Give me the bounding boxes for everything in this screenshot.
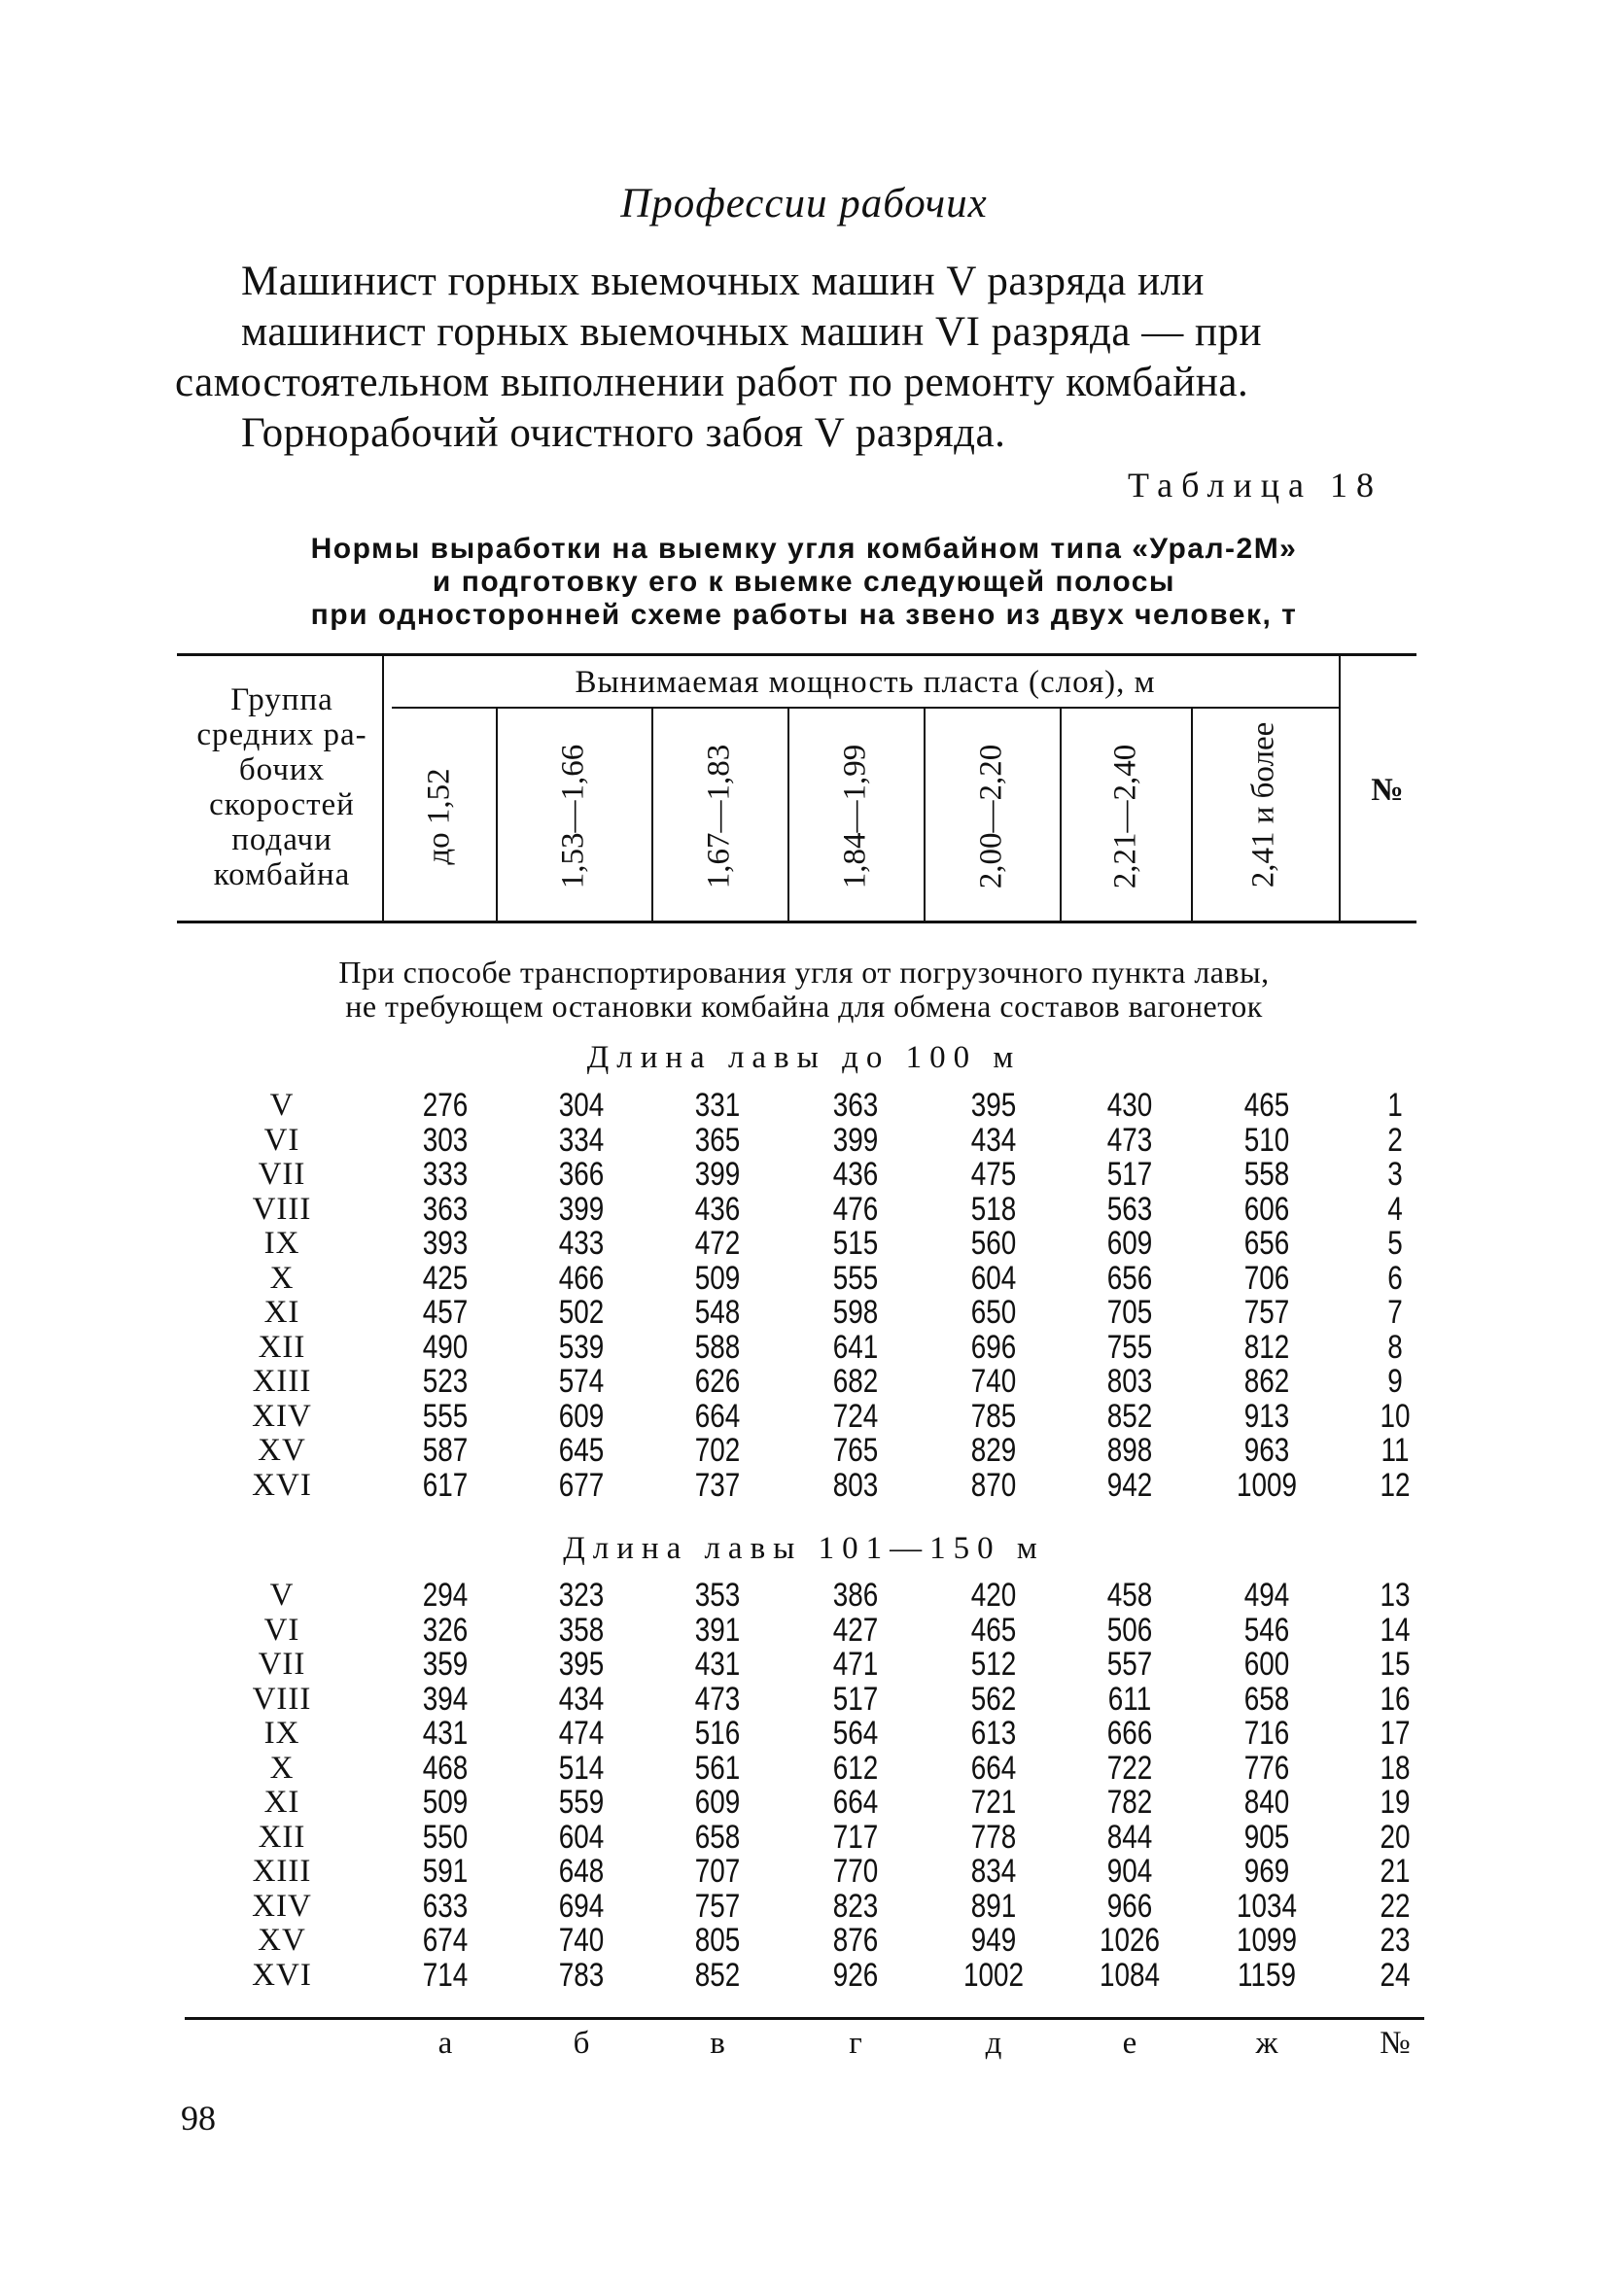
value-cell: 386 — [832, 1577, 879, 1614]
value-cell: 433 — [558, 1225, 605, 1262]
value-cell: 506 — [1106, 1611, 1153, 1649]
value-cell: 395 — [970, 1087, 1017, 1124]
value-cell: 705 — [1106, 1294, 1153, 1331]
value-cell: 648 — [558, 1853, 605, 1890]
value-cell: 926 — [832, 1956, 879, 1994]
profession-line-4: Горнорабочий очистного забоя V разряда. — [241, 410, 1006, 456]
value-cell: 609 — [694, 1784, 741, 1821]
value-cell: 465 — [1243, 1087, 1290, 1124]
value-cell: 740 — [558, 1922, 605, 1959]
row-number-cell: 17 — [1380, 1715, 1411, 1752]
value-cell: 717 — [832, 1818, 879, 1856]
value-cell: 613 — [970, 1715, 1017, 1752]
value-cell: 706 — [1243, 1259, 1290, 1297]
group-cell: X — [269, 1260, 295, 1296]
value-cell: 765 — [832, 1432, 879, 1469]
value-cell: 949 — [970, 1922, 1017, 1959]
value-cell: 740 — [970, 1363, 1017, 1400]
value-cell: 666 — [1106, 1715, 1153, 1752]
value-cell: 737 — [694, 1466, 741, 1504]
group-header-line: средних ра- — [196, 717, 367, 752]
value-cell: 650 — [970, 1294, 1017, 1331]
group-cell: V — [269, 1578, 295, 1613]
group-cell: XIII — [252, 1364, 312, 1399]
group-cell: X — [269, 1750, 295, 1786]
value-cell: 395 — [558, 1646, 605, 1683]
group-header-line: комбайна — [213, 857, 351, 892]
group-cell: XV — [258, 1923, 306, 1958]
value-cell: 898 — [1106, 1432, 1153, 1469]
value-cell: 465 — [970, 1611, 1017, 1649]
row-number-cell: 1 — [1387, 1087, 1403, 1124]
value-cell: 664 — [832, 1784, 879, 1821]
value-cell: 359 — [422, 1646, 469, 1683]
group-cell: XVI — [252, 1957, 312, 1993]
value-cell: 609 — [1106, 1225, 1153, 1262]
column-divider — [1191, 709, 1193, 921]
value-cell: 394 — [422, 1680, 469, 1718]
note-line-2: не требующем остановки комбайна для обмена составов вагонеток — [345, 989, 1263, 1024]
value-cell: 702 — [694, 1432, 741, 1469]
row-number-cell: 4 — [1387, 1190, 1403, 1228]
value-cell: 436 — [832, 1156, 879, 1193]
value-cell: 677 — [558, 1466, 605, 1504]
value-cell: 963 — [1243, 1432, 1290, 1469]
group-header — [185, 682, 379, 892]
group-cell: XIV — [252, 1888, 312, 1924]
value-cell: 331 — [694, 1087, 741, 1124]
value-cell: 604 — [558, 1818, 605, 1856]
value-cell: 612 — [832, 1749, 879, 1787]
value-cell: 494 — [1243, 1577, 1290, 1614]
value-cell: 604 — [970, 1259, 1017, 1297]
thickness-title-rule — [392, 707, 1339, 709]
group-cell: VI — [263, 1612, 300, 1648]
value-cell: 546 — [1243, 1611, 1290, 1649]
value-cell: 641 — [832, 1328, 879, 1366]
group-cell: XI — [263, 1785, 300, 1820]
value-cell: 588 — [694, 1328, 741, 1366]
value-cell: 561 — [694, 1749, 741, 1787]
group-cell: IX — [263, 1226, 300, 1261]
row-number-cell: 2 — [1387, 1121, 1403, 1159]
value-cell: 562 — [970, 1680, 1017, 1718]
table-title-line-1: Нормы выработки на выемку угля комбайном типа «Урал-2М» — [310, 533, 1298, 565]
value-cell: 852 — [694, 1956, 741, 1994]
row-number-cell: 3 — [1387, 1156, 1403, 1193]
value-cell: 550 — [422, 1818, 469, 1856]
value-cell: 696 — [970, 1328, 1017, 1366]
group-cell: VIII — [252, 1681, 312, 1717]
value-cell: 558 — [1243, 1156, 1290, 1193]
value-cell: 434 — [558, 1680, 605, 1718]
value-cell: 294 — [422, 1577, 469, 1614]
value-cell: 393 — [422, 1225, 469, 1262]
value-cell: 574 — [558, 1363, 605, 1400]
value-cell: 1099 — [1236, 1922, 1298, 1959]
value-cell: 514 — [558, 1749, 605, 1787]
value-cell: 518 — [970, 1190, 1017, 1228]
value-cell: 510 — [1243, 1121, 1290, 1159]
value-cell: 834 — [970, 1853, 1017, 1890]
value-cell: 755 — [1106, 1328, 1153, 1366]
value-cell: 399 — [832, 1121, 879, 1159]
column-divider — [924, 709, 926, 921]
value-cell: 517 — [832, 1680, 879, 1718]
group-cell: IX — [263, 1716, 300, 1751]
column-letter: в — [710, 2026, 725, 2061]
value-cell: 323 — [558, 1577, 605, 1614]
value-cell: 611 — [1107, 1680, 1152, 1718]
row-number-cell: 14 — [1380, 1611, 1411, 1649]
value-cell: 609 — [558, 1397, 605, 1435]
row-number-cell: 18 — [1380, 1749, 1411, 1787]
value-cell: 658 — [1243, 1680, 1290, 1718]
column-letter: е — [1122, 2026, 1137, 2061]
value-cell: 431 — [694, 1646, 741, 1683]
value-cell: 904 — [1106, 1853, 1153, 1890]
group-cell: XV — [258, 1433, 306, 1468]
group-cell: XI — [263, 1295, 300, 1330]
page-number: 98 — [181, 2099, 216, 2138]
value-cell: 658 — [694, 1818, 741, 1856]
row-number-cell: 11 — [1381, 1432, 1410, 1469]
value-cell: 475 — [970, 1156, 1017, 1193]
column-letter-num: № — [1380, 2026, 1411, 2061]
value-cell: 431 — [422, 1715, 469, 1752]
group-cell: XII — [258, 1819, 306, 1855]
row-number-cell: 7 — [1387, 1294, 1403, 1331]
value-cell: 474 — [558, 1715, 605, 1752]
value-cell: 353 — [694, 1577, 741, 1614]
value-cell: 427 — [832, 1611, 879, 1649]
table-label: Таблица 18 — [1128, 466, 1382, 504]
value-cell: 870 — [970, 1466, 1017, 1504]
row-number-cell: 9 — [1387, 1363, 1403, 1400]
value-cell: 559 — [558, 1784, 605, 1821]
row-number-cell: 23 — [1380, 1922, 1411, 1959]
value-cell: 557 — [1106, 1646, 1153, 1683]
value-cell: 399 — [558, 1190, 605, 1228]
column-header: 1,67—1,83 — [701, 744, 737, 889]
value-cell: 840 — [1243, 1784, 1290, 1821]
value-cell: 363 — [832, 1087, 879, 1124]
section2-subtitle: Длина лавы 101—150 м — [563, 1531, 1045, 1566]
value-cell: 785 — [970, 1397, 1017, 1435]
value-cell: 664 — [694, 1397, 741, 1435]
group-cell: VI — [263, 1122, 300, 1158]
value-cell: 823 — [832, 1887, 879, 1925]
group-cell: VII — [258, 1647, 306, 1682]
table-title-line-3: при односторонней схеме работы на звено из двух человек, т — [310, 599, 1298, 631]
value-cell: 365 — [694, 1121, 741, 1159]
value-cell: 466 — [558, 1259, 605, 1297]
group-header-line: Группа — [230, 682, 333, 717]
value-cell: 770 — [832, 1853, 879, 1890]
group-cell: VII — [258, 1157, 306, 1192]
group-header-line: бочих — [238, 752, 326, 787]
value-cell: 617 — [422, 1466, 469, 1504]
group-header-line: скоростей — [209, 787, 355, 822]
value-cell: 509 — [422, 1784, 469, 1821]
value-cell: 966 — [1106, 1887, 1153, 1925]
value-cell: 304 — [558, 1087, 605, 1124]
value-cell: 645 — [558, 1432, 605, 1469]
value-cell: 633 — [422, 1887, 469, 1925]
value-cell: 876 — [832, 1922, 879, 1959]
section-title: Профессии рабочих — [620, 181, 988, 226]
value-cell: 1034 — [1236, 1887, 1298, 1925]
value-cell: 490 — [422, 1328, 469, 1366]
value-cell: 399 — [694, 1156, 741, 1193]
value-cell: 591 — [422, 1853, 469, 1890]
value-cell: 457 — [422, 1294, 469, 1331]
value-cell: 891 — [970, 1887, 1017, 1925]
value-cell: 707 — [694, 1853, 741, 1890]
value-cell: 656 — [1243, 1225, 1290, 1262]
value-cell: 682 — [832, 1363, 879, 1400]
group-cell: VIII — [252, 1191, 312, 1227]
value-cell: 783 — [558, 1956, 605, 1994]
value-cell: 606 — [1243, 1190, 1290, 1228]
value-cell: 757 — [1243, 1294, 1290, 1331]
row-number-cell: 13 — [1380, 1577, 1411, 1614]
column-divider — [651, 709, 653, 921]
value-cell: 778 — [970, 1818, 1017, 1856]
value-cell: 430 — [1106, 1087, 1153, 1124]
profession-line-2: машинист горных выемочных машин VI разряда — при — [241, 309, 1262, 355]
value-cell: 1009 — [1236, 1466, 1298, 1504]
value-cell: 1026 — [1099, 1922, 1161, 1959]
value-cell: 716 — [1243, 1715, 1290, 1752]
value-cell: 560 — [970, 1225, 1017, 1262]
column-letter: ж — [1255, 2026, 1278, 2061]
column-letter: д — [985, 2026, 1002, 2061]
value-cell: 436 — [694, 1190, 741, 1228]
value-cell: 391 — [694, 1611, 741, 1649]
value-cell: 803 — [1106, 1363, 1153, 1400]
value-cell: 862 — [1243, 1363, 1290, 1400]
group-cell: XIII — [252, 1854, 312, 1889]
column-header: 2,21—2,40 — [1107, 744, 1143, 889]
value-cell: 724 — [832, 1397, 879, 1435]
value-cell: 472 — [694, 1225, 741, 1262]
value-cell: 326 — [422, 1611, 469, 1649]
row-number-cell: 12 — [1380, 1466, 1411, 1504]
value-cell: 1159 — [1238, 1956, 1296, 1994]
value-cell: 776 — [1243, 1749, 1290, 1787]
row-number-cell: 10 — [1380, 1397, 1411, 1435]
group-header-line: подачи — [231, 822, 332, 857]
value-cell: 812 — [1243, 1328, 1290, 1366]
row-number-cell: 21 — [1380, 1853, 1411, 1890]
column-header: 2,41 и более — [1245, 721, 1281, 888]
value-cell: 548 — [694, 1294, 741, 1331]
column-letter: г — [849, 2026, 862, 2061]
row-number-cell: 16 — [1380, 1680, 1411, 1718]
row-number-cell: 8 — [1387, 1328, 1403, 1366]
column-divider — [1339, 656, 1341, 921]
value-cell: 515 — [832, 1225, 879, 1262]
value-cell: 434 — [970, 1121, 1017, 1159]
value-cell: 358 — [558, 1611, 605, 1649]
table-title-line-2: и подготовку его к выемке следующей полосы — [432, 566, 1176, 598]
value-cell: 539 — [558, 1328, 605, 1366]
row-number-cell: 6 — [1387, 1259, 1403, 1297]
value-cell: 468 — [422, 1749, 469, 1787]
row-number-cell: 19 — [1380, 1784, 1411, 1821]
value-cell: 334 — [558, 1121, 605, 1159]
value-cell: 303 — [422, 1121, 469, 1159]
value-cell: 844 — [1106, 1818, 1153, 1856]
value-cell: 476 — [832, 1190, 879, 1228]
value-cell: 366 — [558, 1156, 605, 1193]
value-cell: 674 — [422, 1922, 469, 1959]
row-number-cell: 15 — [1380, 1646, 1411, 1683]
value-cell: 333 — [422, 1156, 469, 1193]
value-cell: 656 — [1106, 1259, 1153, 1297]
value-cell: 852 — [1106, 1397, 1153, 1435]
value-cell: 757 — [694, 1887, 741, 1925]
group-cell: V — [269, 1088, 295, 1123]
value-cell: 363 — [422, 1190, 469, 1228]
value-cell: 829 — [970, 1432, 1017, 1469]
value-cell: 782 — [1106, 1784, 1153, 1821]
value-cell: 516 — [694, 1715, 741, 1752]
value-cell: 1084 — [1099, 1956, 1161, 1994]
num-header: № — [1371, 773, 1404, 808]
column-letter: а — [437, 2026, 453, 2061]
note-line-1: При способе транспортирования угля от погрузочного пункта лавы, — [338, 955, 1270, 990]
column-divider — [1060, 709, 1062, 921]
column-letter: б — [573, 2026, 590, 2061]
value-cell: 555 — [422, 1397, 469, 1435]
value-cell: 276 — [422, 1087, 469, 1124]
value-cell: 1002 — [962, 1956, 1025, 1994]
row-number-cell: 20 — [1380, 1818, 1411, 1856]
value-cell: 722 — [1106, 1749, 1153, 1787]
section1-subtitle: Длина лавы до 100 м — [586, 1040, 1022, 1075]
value-cell: 626 — [694, 1363, 741, 1400]
column-header: 2,00—2,20 — [973, 744, 1009, 889]
value-cell: 587 — [422, 1432, 469, 1469]
value-cell: 714 — [422, 1956, 469, 1994]
column-header: 1,84—1,99 — [837, 744, 873, 889]
group-cell: XIV — [252, 1398, 312, 1434]
value-cell: 512 — [970, 1646, 1017, 1683]
value-cell: 721 — [970, 1784, 1017, 1821]
thickness-title: Вынимаемая мощность пласта (слоя), м — [575, 665, 1156, 700]
group-cell: XII — [258, 1329, 306, 1365]
value-cell: 942 — [1106, 1466, 1153, 1504]
value-cell: 694 — [558, 1887, 605, 1925]
value-cell: 803 — [832, 1466, 879, 1504]
value-cell: 471 — [832, 1646, 879, 1683]
value-cell: 555 — [832, 1259, 879, 1297]
value-cell: 425 — [422, 1259, 469, 1297]
header-bottom-rule — [177, 921, 1416, 923]
column-divider — [496, 709, 498, 921]
group-cell: XVI — [252, 1467, 312, 1503]
column-header: 1,53—1,66 — [555, 744, 591, 889]
value-cell: 598 — [832, 1294, 879, 1331]
row-number-cell: 5 — [1387, 1225, 1403, 1262]
profession-line-1: Машинист горных выемочных машин V разряда или — [241, 259, 1205, 304]
value-cell: 517 — [1106, 1156, 1153, 1193]
value-cell: 420 — [970, 1577, 1017, 1614]
value-cell: 502 — [558, 1294, 605, 1331]
value-cell: 473 — [1106, 1121, 1153, 1159]
value-cell: 523 — [422, 1363, 469, 1400]
value-cell: 600 — [1243, 1646, 1290, 1683]
column-header: до 1,52 — [421, 768, 457, 865]
row-number-cell: 24 — [1380, 1956, 1411, 1994]
column-divider — [382, 656, 384, 921]
row-number-cell: 22 — [1380, 1887, 1411, 1925]
table-bottom-rule — [185, 2017, 1424, 2020]
column-divider — [787, 709, 789, 921]
value-cell: 509 — [694, 1259, 741, 1297]
profession-line-3: самостоятельном выполнении работ по ремонту комбайна. — [175, 360, 1249, 405]
value-cell: 664 — [970, 1749, 1017, 1787]
value-cell: 805 — [694, 1922, 741, 1959]
value-cell: 913 — [1243, 1397, 1290, 1435]
value-cell: 564 — [832, 1715, 879, 1752]
table-top-rule — [177, 653, 1416, 656]
value-cell: 969 — [1243, 1853, 1290, 1890]
value-cell: 473 — [694, 1680, 741, 1718]
value-cell: 563 — [1106, 1190, 1153, 1228]
value-cell: 905 — [1243, 1818, 1290, 1856]
value-cell: 458 — [1106, 1577, 1153, 1614]
